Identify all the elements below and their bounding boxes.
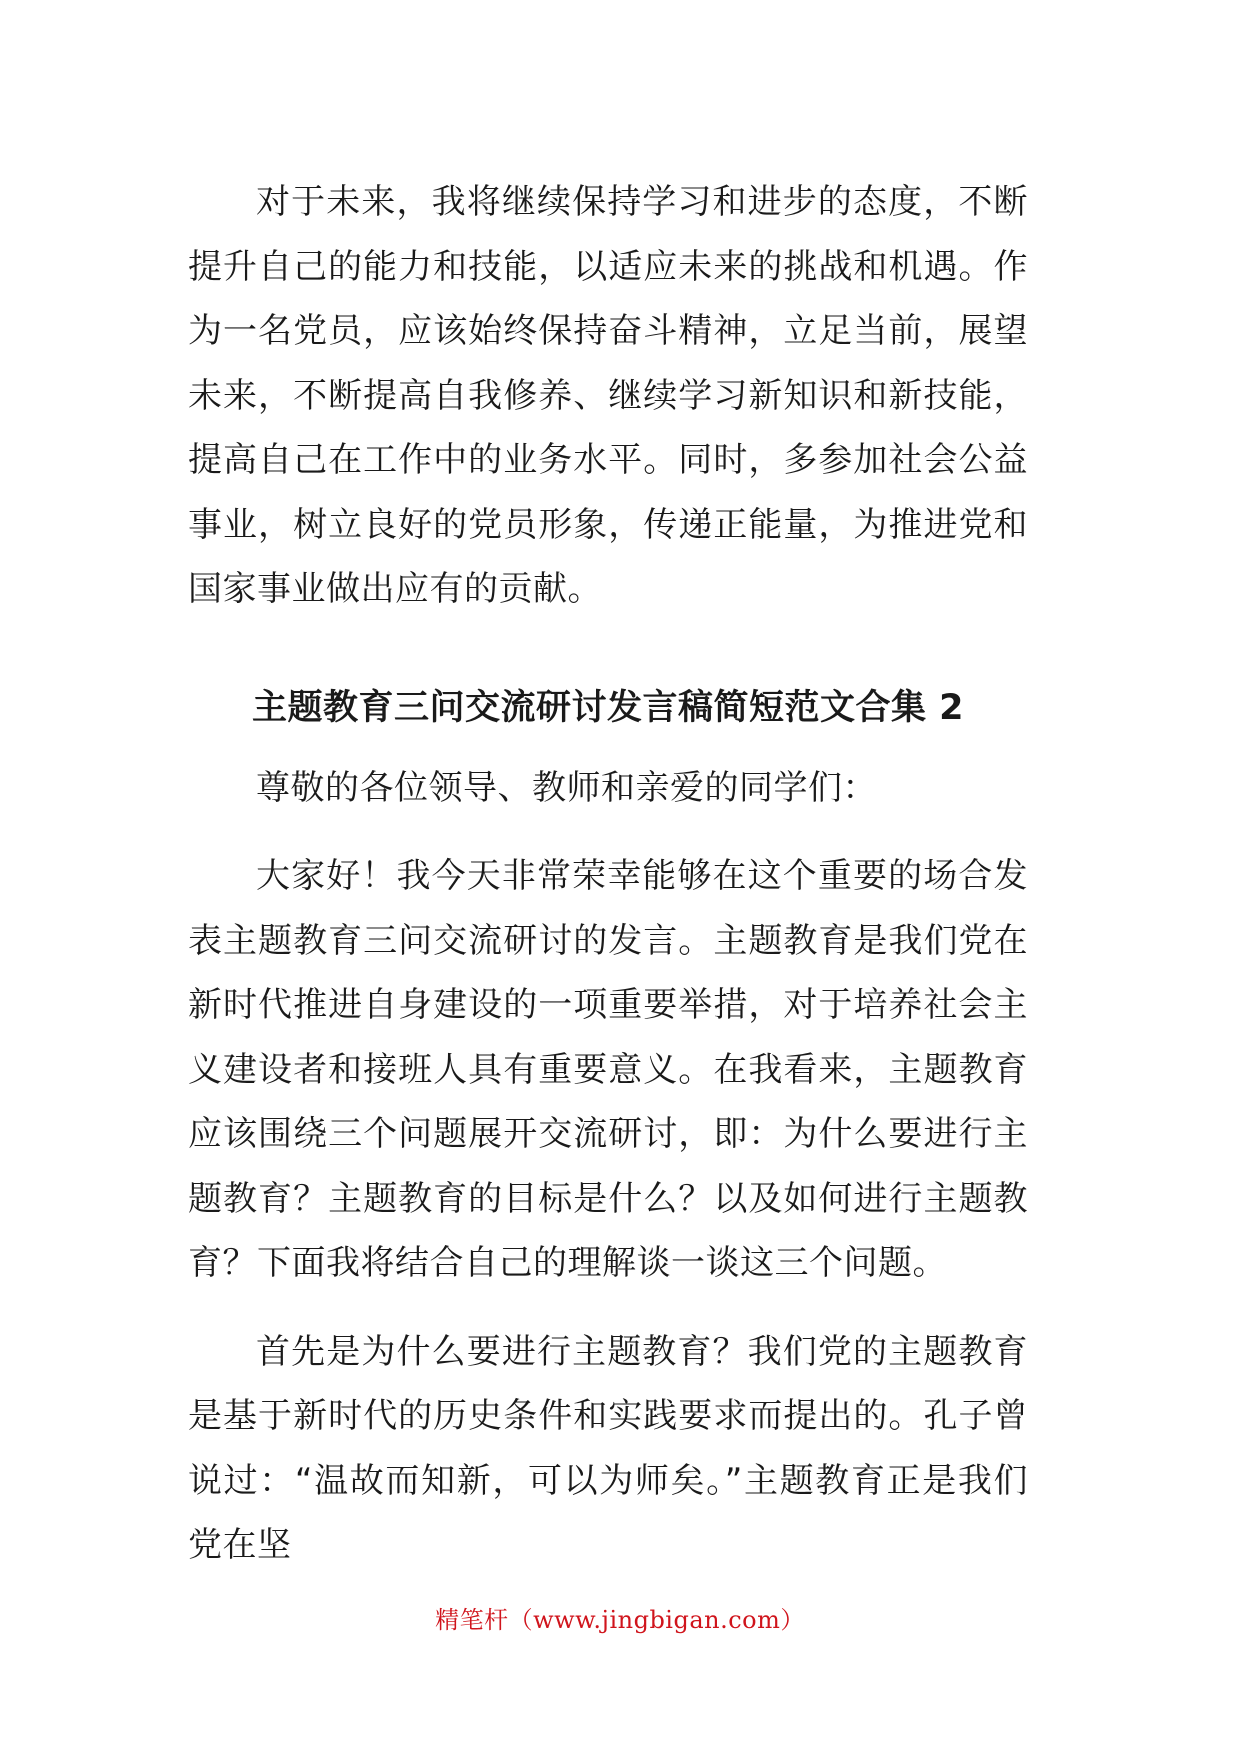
body-paragraph: 对于未来，我将继续保持学习和进步的态度，不断提升自己的能力和技能，以适应未来的挑战和机遇。作为一名党员，应该始终保持奋斗精神，立足当前，展望未来，不断提高自我修养、继续学习新知识和新技能，提高自己在工作中的业务水平。同时，多参加社会公益事业，树立良好的党员形象，传递正能量，为推进党和国家事业做出应有的贡献。 [188, 182, 1028, 609]
section-heading: 主题教育三问交流研讨发言稿简短范文合集 2 [251, 687, 965, 728]
document-page [188, 170, 1028, 1578]
body-paragraph: 大家好！我今天非常荣幸能够在这个重要的场合发表主题教育三问交流研讨的发言。主题教育是我们党在新时代推进自身建设的一项重要举措，对于培养社会主义建设者和接班人具有重要意义。在我看来，主题教育应该围绕三个问题展开交流研讨，即：为什么要进行主题教育？主题教育的目标是什么？以及如何进行主题教育？下面我将结合自己的理解谈一谈这三个问题。 [188, 856, 1028, 1283]
salutation-paragraph: 尊敬的各位领导、教师和亲爱的同学们： [256, 767, 877, 808]
body-paragraph: 首先是为什么要进行主题教育？我们党的主题教育是基于新时代的历史条件和实践要求而提出的。孔子曾说过：“温故而知新，可以为师矣。”主题教育正是我们党在坚 [188, 1331, 1028, 1565]
footer-watermark[interactable]: 精笔杆（www.jingbigan.com） [435, 1606, 805, 1634]
